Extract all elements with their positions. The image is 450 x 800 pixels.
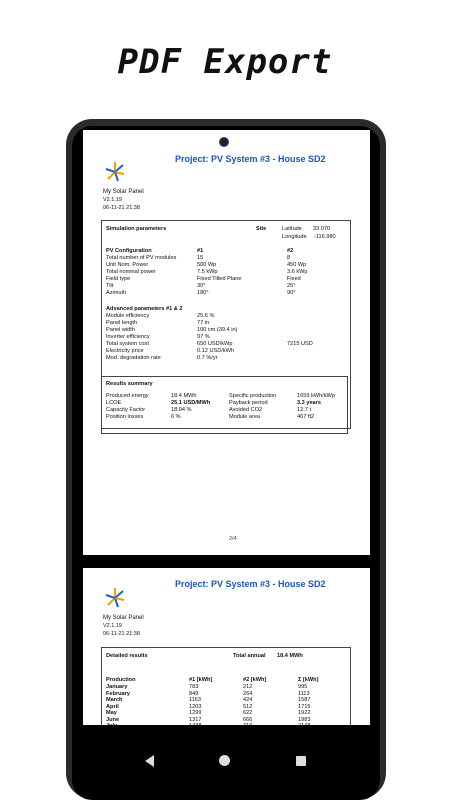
table-cell: 1203 [189,703,202,710]
result-value: 6 % [171,414,181,420]
table-row-month: January [106,684,128,690]
latitude-label: Latitude [282,226,302,232]
pv-row-value-2: 90° [287,290,296,296]
advanced-row-label: Total system cost [106,341,149,347]
result-label: Produced energy [106,393,149,399]
result-value: 467 ft2 [297,414,315,420]
result-label: Avoided CO2 [229,407,263,413]
pv-row-label: Azimuth [106,290,127,296]
table-cell: 424 [243,697,253,703]
table-row-month: May [106,710,117,716]
table-row-month: April [106,703,119,710]
table-row-month: March [106,697,123,703]
result-value: 1659 kWh/kWp [297,393,335,399]
result-value: 18.4 MWh [171,393,197,399]
back-icon[interactable] [145,755,154,767]
advanced-row-value-1: 77 in [197,320,210,326]
table-cell: 783 [189,684,199,690]
table-cell: 264 [243,690,253,697]
table-cell: 1983 [298,716,311,723]
pv-row-value-2: Fixed [287,276,301,282]
longitude-value: -116.980 [314,234,336,240]
table-cell: 512 [243,703,253,710]
table-header: Σ [kWh] [298,677,319,683]
pv-row-value-2: 3.6 kWp [287,269,308,275]
table-cell: 1922 [298,710,311,716]
pdf-page-3 [83,568,370,725]
table-cell: 1317 [189,716,202,723]
advanced-row-value-1: 650 USD/kWp [197,341,233,347]
pv-row-label: Total nominal power [106,269,156,275]
table-header: #1 [kWh] [189,677,213,683]
pv-row-label: Total number of PV modules [106,255,177,261]
pv-config-title: PV Configuration [106,248,152,254]
advanced-row-value-1: 100 cm (39.4 in) [197,327,238,333]
pv-row-value-2: 8 [287,255,291,261]
sim-params-title: Simulation parameters [106,226,167,232]
pv-row-label: Field type [106,276,131,282]
table-cell: 666 [243,716,253,723]
advanced-row-label: Panel width [106,327,135,333]
export-datetime: 06-11-21 21:38 [103,205,140,211]
table-row-month: June [106,716,120,723]
advanced-row-label: Mod. degradation rate [106,355,161,361]
table-cell: 849 [189,690,199,697]
pv-col1-header: #1 [197,248,204,254]
advanced-row-label: Electricity price [106,348,144,354]
advanced-title: Advanced parameters #1 & 2 [106,306,183,312]
advanced-row-label: Inverter efficiency [106,334,150,340]
table-cell: 1587 [298,697,311,703]
advanced-row-value-1: 25.6 % [197,313,215,319]
page-number: 2/4 [229,536,237,542]
pv-row-value-2: 25° [287,283,296,289]
app-logo-icon [104,161,126,183]
total-annual-label: Total annual [233,653,266,659]
app-logo-icon [104,587,126,609]
export-datetime-2: 06-11-21 21:38 [103,631,140,637]
table-cell: 212 [243,684,253,690]
pv-col2-header: #2 [287,248,294,254]
table-cell: 1715 [298,703,311,710]
advanced-row-value-1: 0.12 USD/kWh [197,348,234,354]
advanced-row-label: Panel length [106,320,138,326]
app-version-2: V2.1.19 [103,623,122,629]
table-header: Production [106,677,136,683]
result-label: LCOE [106,400,122,406]
site-label: Site [256,226,267,232]
table-cell: 1299 [189,710,202,716]
pv-row-value-1: 180° [197,290,209,296]
pv-row-label: Unit Nom. Power [106,262,149,268]
advanced-row-label: Module efficiency [106,313,150,319]
app-name-2: My Solar Panel [103,615,144,621]
table-row-month: February [106,690,130,697]
detailed-title: Detailed results [106,653,148,659]
pv-row-label: Tilt [106,283,114,289]
front-camera [219,137,229,147]
result-label: Payback period [229,400,268,406]
pdf-viewer[interactable] [83,130,370,725]
advanced-row-value-1: 97 % [197,334,210,340]
result-label: Specific production [229,393,277,399]
total-annual-value: 18.4 MWh [277,653,303,659]
pv-row-value-2: 450 Wp [287,262,307,268]
pdf-page-2 [83,130,370,555]
pv-row-value-1: 500 Wp [197,262,217,268]
project-title-2: Project: PV System #3 - House SD2 [175,579,326,589]
table-cell: 1163 [189,697,202,703]
table-cell: 995 [298,684,308,690]
result-value: 25.1 USD/MWh [171,400,211,406]
table-cell: 1113 [298,690,310,697]
latitude-value: 33.070 [313,226,331,232]
app-name: My Solar Panel [103,189,144,195]
advanced-row-value-2: 7215 USD [287,341,313,347]
pv-row-value-1: 30° [197,283,206,289]
result-value: 18.94 % [171,407,192,413]
advanced-row-value-1: 0.7 %/yr [197,355,218,361]
table-header: #2 [kWh] [243,677,267,683]
result-label: Position losses [106,414,144,420]
result-label: Module area [229,414,261,420]
recents-icon[interactable] [296,756,306,766]
headline: PDF Export [117,42,333,82]
longitude-label: Longitude [282,234,307,240]
result-value: 3.3 years [297,400,321,406]
app-version: V2.1.19 [103,197,122,203]
results-title: Results summary [106,381,153,387]
result-label: Capacity Factor [106,407,146,413]
pv-row-value-1: 15 [197,255,204,261]
pv-row-value-1: Fixed Tilted Plane [197,276,242,282]
pv-row-value-1: 7.5 kWp [197,269,218,275]
home-icon[interactable] [219,755,230,766]
project-title: Project: PV System #3 - House SD2 [175,154,326,164]
result-value: 12.7 t [297,407,311,413]
table-cell: 622 [243,710,253,716]
detailed-results-box [101,647,351,737]
